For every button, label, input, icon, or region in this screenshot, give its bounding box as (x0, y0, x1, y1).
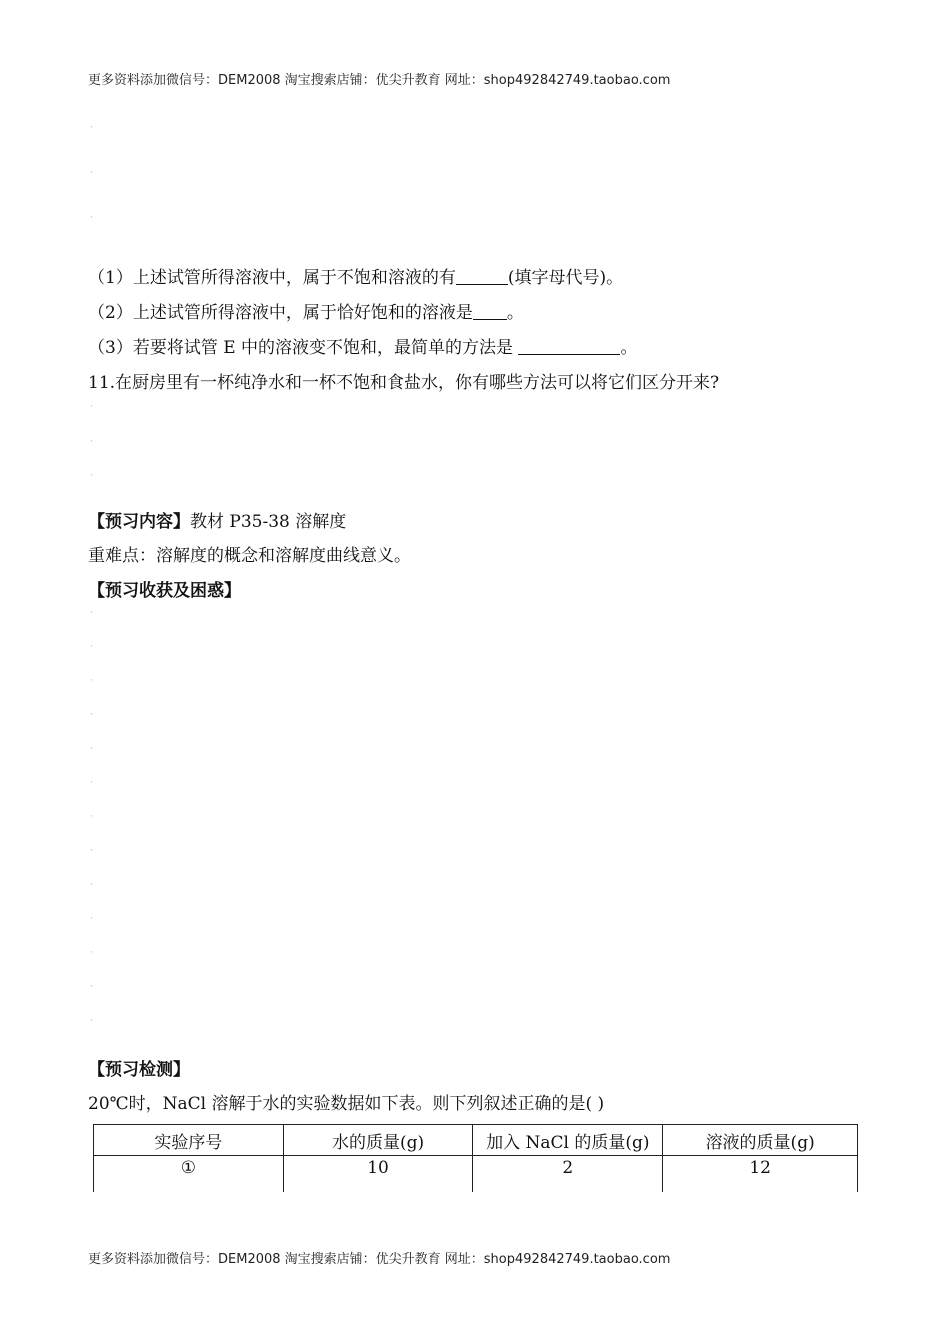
table-header-cell: 水的质量(g) (283, 1125, 473, 1156)
table-header-cell: 溶液的质量(g) (663, 1125, 858, 1156)
question-11: 11.在厨房里有一杯纯净水和一杯不饱和食盐水，你有哪些方法可以将它们区分开来? (88, 373, 720, 393)
paragraph-mark: ˯ (90, 209, 93, 219)
answer-blank[interactable] (473, 303, 507, 320)
question-3-suffix: 。 (620, 338, 638, 358)
table-cell: 10 (283, 1156, 473, 1193)
paragraph-mark: ˯ (90, 467, 93, 477)
paragraph-mark: ˯ (90, 672, 93, 682)
answer-blank[interactable] (518, 338, 620, 355)
paragraph-mark: ˯ (90, 944, 93, 954)
paragraph-mark: ˯ (90, 876, 93, 886)
paragraph-mark: ˯ (90, 119, 93, 129)
page-footer: 更多资料添加微信号：DEM2008 淘宝搜索店铺：优尖升教育 网址：shop492842749.taobao.com (88, 1252, 671, 1267)
question-1-suffix: (填字母代号)。 (507, 268, 624, 288)
paragraph-mark: ˯ (90, 638, 93, 648)
question-1 (88, 263, 623, 288)
paragraph-mark: ˯ (90, 774, 93, 784)
table-header-cell: 实验序号 (94, 1125, 284, 1156)
paragraph-mark: ˯ (90, 604, 93, 614)
test-question: 20℃时，NaCl 溶解于水的实验数据如下表。则下列叙述正确的是( ) (88, 1094, 605, 1114)
paragraph-mark: ˯ (90, 164, 93, 174)
question-2-suffix: 。 (506, 303, 524, 323)
section-label: 【预习收获及困惑】 (88, 581, 241, 601)
table-cell: 2 (473, 1156, 663, 1193)
question-3 (88, 333, 637, 358)
section-label: 【预习内容】 (88, 512, 190, 532)
page-header: 更多资料添加微信号：DEM2008 淘宝搜索店铺：优尖升教育 网址：shop492842749.taobao.com (88, 73, 671, 88)
paragraph-mark: ˯ (90, 910, 93, 920)
preview-content (88, 507, 346, 532)
paragraph-mark: ˯ (90, 1012, 93, 1022)
preview-content-text: 教材 P35-38 溶解度 (190, 512, 347, 532)
question-3-text: （3）若要将试管 E 中的溶液变不饱和，最简单的方法是 (88, 338, 519, 358)
question-2 (88, 298, 524, 323)
paragraph-mark: ˯ (90, 433, 93, 443)
table-cell: ① (94, 1156, 284, 1193)
answer-blank[interactable] (456, 268, 508, 285)
table-header-cell: 加入 NaCl 的质量(g) (473, 1125, 663, 1156)
paragraph-mark: ˯ (90, 740, 93, 750)
table-cell: 12 (663, 1156, 858, 1193)
table-row (94, 1156, 858, 1193)
paragraph-mark: ˯ (90, 398, 93, 408)
data-table (93, 1124, 858, 1192)
key-points: 重难点：溶解度的概念和溶解度曲线意义。 (88, 546, 411, 566)
paragraph-mark: ˯ (90, 808, 93, 818)
table-header-row (94, 1125, 858, 1156)
paragraph-mark: ˯ (90, 706, 93, 716)
section-label: 【预习检测】 (88, 1060, 190, 1080)
paragraph-mark: ˯ (90, 978, 93, 988)
paragraph-mark: ˯ (90, 842, 93, 852)
question-2-text: （2）上述试管所得溶液中，属于恰好饱和的溶液是 (88, 303, 473, 323)
question-1-text: （1）上述试管所得溶液中，属于不饱和溶液的有 (88, 268, 456, 288)
